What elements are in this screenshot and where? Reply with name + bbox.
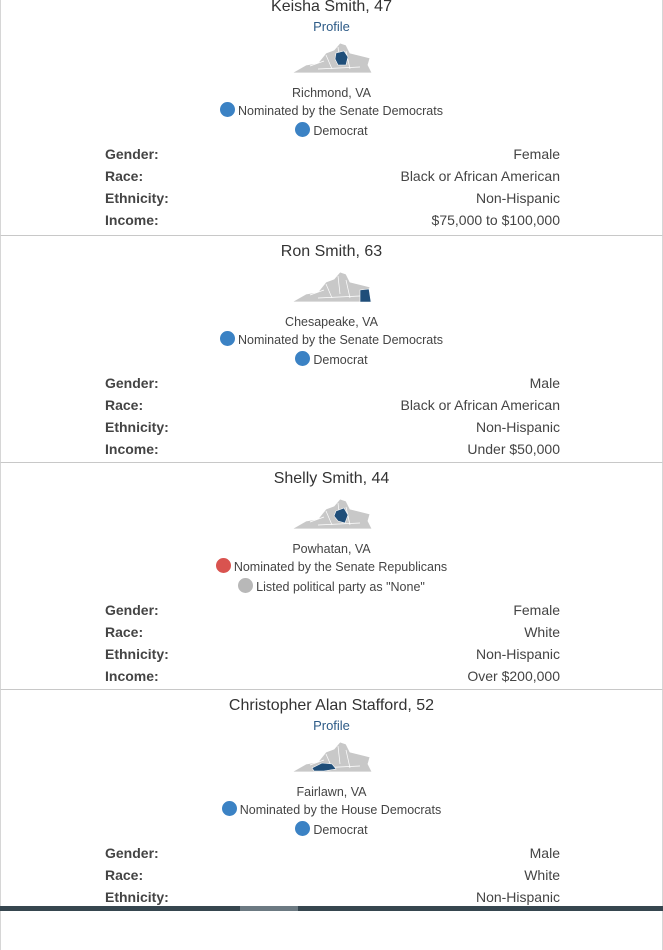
nomination-line <box>1 557 662 577</box>
party-text: Listed political party as "None" <box>256 580 425 594</box>
nomination-line <box>1 101 662 121</box>
race-value: Black or African American <box>400 397 560 413</box>
horizontal-scrollbar[interactable] <box>0 906 663 911</box>
party-line <box>1 350 662 370</box>
gender-value: Male <box>529 845 560 861</box>
virginia-map-icon <box>1 738 662 778</box>
nomination-text: Nominated by the Senate Republicans <box>233 560 448 574</box>
party-text: Democrat <box>313 124 368 138</box>
candidate-location: Chesapeake, VA <box>285 315 378 329</box>
virginia-map-icon <box>1 495 662 535</box>
income-label: Income: <box>105 668 159 684</box>
gender-value: Female <box>513 146 560 162</box>
gender-label: Gender: <box>105 375 159 391</box>
income-value: Over $200,000 <box>467 668 560 684</box>
candidate-attributes <box>105 372 560 463</box>
race-value: White <box>524 867 560 883</box>
ethnicity-label: Ethnicity: <box>105 190 169 206</box>
candidate-card <box>0 690 663 950</box>
candidate-card <box>0 463 663 690</box>
candidate-name: Christopher Alan Stafford, 52 <box>228 697 435 714</box>
nomination-dot-icon <box>222 801 237 816</box>
income-label: Income: <box>105 212 159 228</box>
party-line <box>1 121 662 141</box>
race-value: Black or African American <box>400 168 560 184</box>
candidate-card <box>0 0 663 236</box>
nomination-line <box>1 330 662 350</box>
virginia-map-icon <box>1 39 662 79</box>
profile-link[interactable]: Profile <box>313 19 350 34</box>
nomination-line <box>1 800 662 820</box>
race-value: White <box>524 624 560 640</box>
race-label: Race: <box>105 168 144 184</box>
ethnicity-value: Non-Hispanic <box>475 889 560 905</box>
party-line <box>1 577 662 597</box>
candidate-location: Powhatan, VA <box>292 542 371 556</box>
gender-value: Male <box>529 375 560 391</box>
ethnicity-value: Non-Hispanic <box>475 419 560 435</box>
virginia-map-icon <box>1 268 662 308</box>
income-value: Under $50,000 <box>467 441 560 457</box>
profile-link[interactable]: Profile <box>313 718 350 733</box>
income-value: $75,000 to $100,000 <box>431 212 560 228</box>
nomination-dot-icon <box>220 102 235 117</box>
nomination-text: Nominated by the Senate Democrats <box>238 104 443 118</box>
nomination-dot-icon <box>220 331 235 346</box>
ethnicity-label: Ethnicity: <box>105 646 169 662</box>
candidate-attributes <box>105 842 560 911</box>
ethnicity-value: Non-Hispanic <box>475 190 560 206</box>
scrollbar-thumb[interactable] <box>240 906 298 911</box>
candidate-attributes <box>105 599 560 690</box>
party-dot-icon <box>295 821 310 836</box>
candidate-name: Ron Smith, 63 <box>280 243 383 260</box>
nomination-text: Nominated by the Senate Democrats <box>238 333 443 347</box>
party-text: Democrat <box>313 353 368 367</box>
ethnicity-value: Non-Hispanic <box>475 646 560 662</box>
party-dot-icon <box>295 122 310 137</box>
nomination-dot-icon <box>216 558 231 573</box>
party-line <box>1 820 662 840</box>
party-dot-icon <box>295 351 310 366</box>
candidate-name: Keisha Smith, 47 <box>271 0 392 15</box>
party-dot-icon <box>238 578 253 593</box>
gender-label: Gender: <box>105 845 159 861</box>
candidate-name: Shelly Smith, 44 <box>273 470 390 487</box>
race-label: Race: <box>105 397 144 413</box>
candidate-card <box>0 236 663 463</box>
gender-value: Female <box>513 602 560 618</box>
candidate-location: Fairlawn, VA <box>296 785 367 799</box>
candidate-location: Richmond, VA <box>292 86 371 100</box>
race-label: Race: <box>105 624 144 640</box>
income-label: Income: <box>105 441 159 457</box>
party-text: Democrat <box>313 823 368 837</box>
gender-label: Gender: <box>105 146 159 162</box>
ethnicity-label: Ethnicity: <box>105 889 169 905</box>
candidate-attributes <box>105 143 560 234</box>
nomination-text: Nominated by the House Democrats <box>239 803 442 817</box>
gender-label: Gender: <box>105 602 159 618</box>
race-label: Race: <box>105 867 144 883</box>
ethnicity-label: Ethnicity: <box>105 419 169 435</box>
